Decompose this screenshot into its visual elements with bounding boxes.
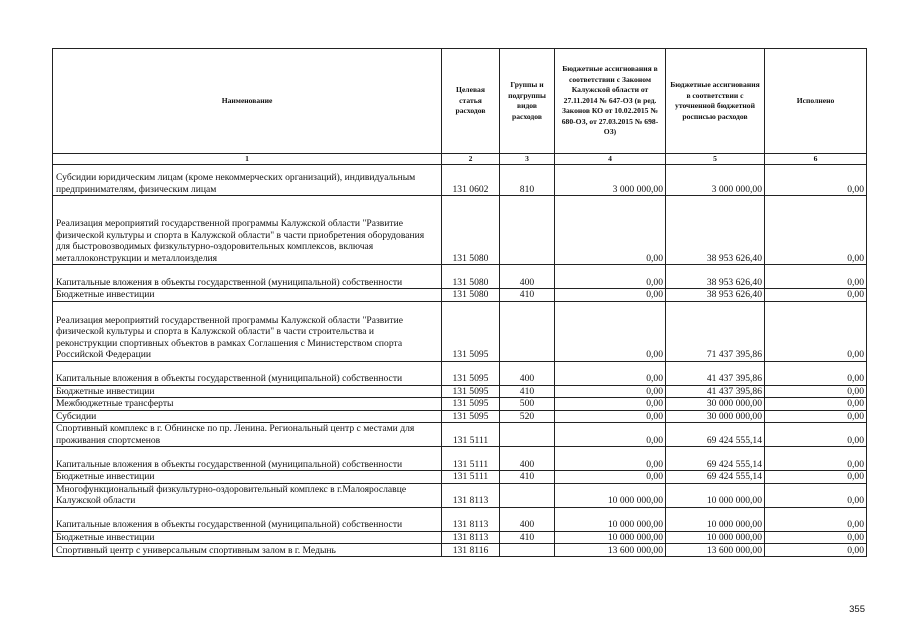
row-law-amount-cell: 10 000 000,00 (555, 531, 666, 544)
row-name-cell: Субсидии юридическим лицам (кроме некоммерческих организаций), индивидуальным предпринимателям, физическим лицам (53, 165, 442, 196)
row-target-cell: 131 5095 (442, 301, 500, 361)
row-executed-amount-cell: 0,00 (765, 423, 867, 447)
column-number: 5 (666, 154, 765, 165)
table-row (53, 165, 867, 196)
row-target-cell: 131 5080 (442, 265, 500, 289)
row-executed-amount-cell: 0,00 (765, 301, 867, 361)
row-group-cell: 410 (500, 471, 555, 484)
row-executed-amount-cell: 0,00 (765, 398, 867, 411)
budget-table-sheet (52, 48, 867, 557)
row-target-cell: 131 5111 (442, 447, 500, 471)
row-group-cell: 500 (500, 398, 555, 411)
row-target-cell: 131 8113 (442, 531, 500, 544)
row-target-cell: 131 5080 (442, 289, 500, 302)
header-groups: Группы и подгруппы видов расходов (500, 49, 555, 154)
row-refined-amount-cell: 13 600 000,00 (666, 544, 765, 557)
table-row (53, 289, 867, 302)
row-executed-amount-cell: 0,00 (765, 471, 867, 484)
row-name-cell: Реализация мероприятий государственной программы Калужской области "Развитие физической культуры и спорта в Калужской области" в части приобретения оборудования для быстровозводимых физкультурно-оздоровительных комплексов, включая металлоконструкции и металлоизделия (53, 196, 442, 265)
column-number: 4 (555, 154, 666, 165)
column-number: 2 (442, 154, 500, 165)
header-row (53, 49, 867, 154)
row-law-amount-cell: 0,00 (555, 471, 666, 484)
row-refined-amount-cell: 69 424 555,14 (666, 471, 765, 484)
row-law-amount-cell: 10 000 000,00 (555, 483, 666, 507)
row-group-cell: 400 (500, 265, 555, 289)
header-refined: Бюджетные ассигнования в соответствии с уточненной бюджетной росписью расходов (666, 49, 765, 154)
row-group-cell (500, 301, 555, 361)
row-refined-amount-cell: 69 424 555,14 (666, 447, 765, 471)
header-executed: Исполнено (765, 49, 867, 154)
row-executed-amount-cell: 0,00 (765, 447, 867, 471)
row-group-cell: 520 (500, 410, 555, 423)
row-group-cell (500, 196, 555, 265)
row-group-cell: 410 (500, 531, 555, 544)
row-group-cell (500, 483, 555, 507)
row-target-cell: 131 0602 (442, 165, 500, 196)
row-name-cell: Бюджетные инвестиции (53, 531, 442, 544)
row-group-cell (500, 423, 555, 447)
row-name-cell: Капитальные вложения в объекты государственной (муниципальной) собственности (53, 507, 442, 531)
row-name-cell: Межбюджетные трансферты (53, 398, 442, 411)
header-law: Бюджетные ассигнования в соответствии с Законом Калужской области от 27.11.2014 № 647-ОЗ (в ред. Законов КО от 10.02.2015 № 680-ОЗ, от 27.03.2015 № 698-ОЗ) (555, 49, 666, 154)
row-refined-amount-cell: 38 953 626,40 (666, 196, 765, 265)
row-refined-amount-cell: 38 953 626,40 (666, 289, 765, 302)
row-executed-amount-cell: 0,00 (765, 531, 867, 544)
table-row (53, 385, 867, 398)
row-executed-amount-cell: 0,00 (765, 385, 867, 398)
header-name: Наименование (53, 49, 442, 154)
table-row (53, 531, 867, 544)
row-refined-amount-cell: 10 000 000,00 (666, 483, 765, 507)
row-target-cell: 131 8116 (442, 544, 500, 557)
table-row (53, 507, 867, 531)
column-number-row (53, 154, 867, 165)
row-name-cell: Спортивный центр с универсальным спортивным залом в г. Медынь (53, 544, 442, 557)
table-row (53, 410, 867, 423)
row-executed-amount-cell: 0,00 (765, 265, 867, 289)
row-refined-amount-cell: 30 000 000,00 (666, 398, 765, 411)
row-law-amount-cell: 0,00 (555, 447, 666, 471)
row-name-cell: Многофункциональный физкультурно-оздоровительный комплекс в г.Малоярославце Калужской области (53, 483, 442, 507)
page-number: 355 (849, 604, 865, 615)
row-name-cell: Бюджетные инвестиции (53, 471, 442, 484)
row-name-cell: Субсидии (53, 410, 442, 423)
row-law-amount-cell: 0,00 (555, 196, 666, 265)
row-law-amount-cell: 0,00 (555, 301, 666, 361)
row-group-cell: 810 (500, 165, 555, 196)
row-law-amount-cell: 0,00 (555, 385, 666, 398)
row-refined-amount-cell: 69 424 555,14 (666, 423, 765, 447)
row-law-amount-cell: 13 600 000,00 (555, 544, 666, 557)
row-name-cell: Капитальные вложения в объекты государственной (муниципальной) собственности (53, 361, 442, 385)
row-law-amount-cell: 0,00 (555, 423, 666, 447)
row-executed-amount-cell: 0,00 (765, 289, 867, 302)
row-target-cell: 131 5111 (442, 423, 500, 447)
row-refined-amount-cell: 41 437 395,86 (666, 385, 765, 398)
row-refined-amount-cell: 38 953 626,40 (666, 265, 765, 289)
row-refined-amount-cell: 41 437 395,86 (666, 361, 765, 385)
header-target: Целевая статья расходов (442, 49, 500, 154)
table-row (53, 447, 867, 471)
row-refined-amount-cell: 71 437 395,86 (666, 301, 765, 361)
table-row (53, 483, 867, 507)
row-target-cell: 131 8113 (442, 507, 500, 531)
row-name-cell: Спортивный комплекс в г. Обнинске по пр. Ленина. Региональный центр с местами для проживания спортсменов (53, 423, 442, 447)
row-executed-amount-cell: 0,00 (765, 165, 867, 196)
row-law-amount-cell: 3 000 000,00 (555, 165, 666, 196)
row-name-cell: Бюджетные инвестиции (53, 289, 442, 302)
column-number: 6 (765, 154, 867, 165)
row-name-cell: Реализация мероприятий государственной программы Калужской области "Развитие физической культуры и спорта в Калужской области" в части строительства и реконструкции спортивных объектов в рамках Соглашения с Министерством спорта Российской Федерации (53, 301, 442, 361)
row-group-cell: 410 (500, 385, 555, 398)
row-target-cell: 131 5095 (442, 385, 500, 398)
row-executed-amount-cell: 0,00 (765, 410, 867, 423)
row-executed-amount-cell: 0,00 (765, 483, 867, 507)
budget-table (52, 48, 867, 557)
table-body (53, 165, 867, 557)
row-executed-amount-cell: 0,00 (765, 196, 867, 265)
row-executed-amount-cell: 0,00 (765, 544, 867, 557)
row-group-cell (500, 544, 555, 557)
row-law-amount-cell: 10 000 000,00 (555, 507, 666, 531)
row-law-amount-cell: 0,00 (555, 398, 666, 411)
table-row (53, 196, 867, 265)
row-group-cell: 410 (500, 289, 555, 302)
row-name-cell: Капитальные вложения в объекты государственной (муниципальной) собственности (53, 447, 442, 471)
row-refined-amount-cell: 10 000 000,00 (666, 507, 765, 531)
table-row (53, 423, 867, 447)
table-row (53, 544, 867, 557)
row-refined-amount-cell: 3 000 000,00 (666, 165, 765, 196)
table-row (53, 301, 867, 361)
row-target-cell: 131 5111 (442, 471, 500, 484)
row-target-cell: 131 8113 (442, 483, 500, 507)
table-row (53, 361, 867, 385)
row-law-amount-cell: 0,00 (555, 289, 666, 302)
row-group-cell: 400 (500, 361, 555, 385)
row-name-cell: Бюджетные инвестиции (53, 385, 442, 398)
column-number: 3 (500, 154, 555, 165)
row-refined-amount-cell: 30 000 000,00 (666, 410, 765, 423)
row-refined-amount-cell: 10 000 000,00 (666, 531, 765, 544)
row-target-cell: 131 5095 (442, 361, 500, 385)
column-number: 1 (53, 154, 442, 165)
row-group-cell: 400 (500, 447, 555, 471)
table-row (53, 265, 867, 289)
table-row (53, 471, 867, 484)
row-law-amount-cell: 0,00 (555, 361, 666, 385)
row-law-amount-cell: 0,00 (555, 265, 666, 289)
row-executed-amount-cell: 0,00 (765, 361, 867, 385)
row-target-cell: 131 5095 (442, 410, 500, 423)
row-executed-amount-cell: 0,00 (765, 507, 867, 531)
table-row (53, 398, 867, 411)
row-name-cell: Капитальные вложения в объекты государственной (муниципальной) собственности (53, 265, 442, 289)
row-law-amount-cell: 0,00 (555, 410, 666, 423)
row-group-cell: 400 (500, 507, 555, 531)
row-target-cell: 131 5095 (442, 398, 500, 411)
row-target-cell: 131 5080 (442, 196, 500, 265)
